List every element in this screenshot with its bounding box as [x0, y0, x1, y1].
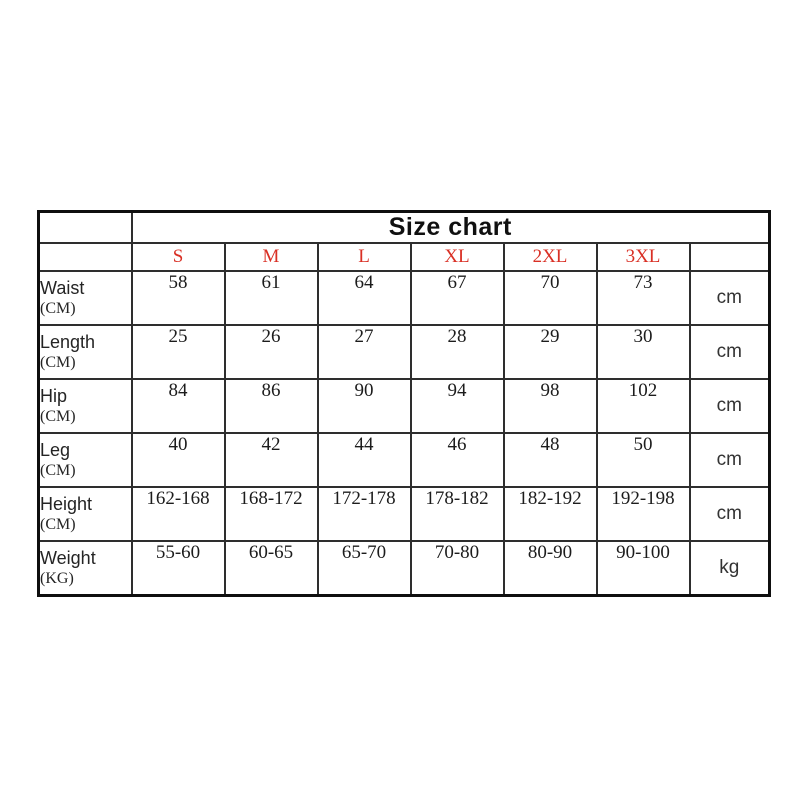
row-label: Length [40, 331, 96, 352]
row-label-cell [39, 271, 132, 325]
table-row-length [39, 325, 770, 379]
value-cell: 28 [411, 325, 504, 379]
value-cell: 55-60 [132, 541, 225, 595]
title-row [39, 212, 770, 244]
value-cell: 60-65 [225, 541, 318, 595]
size-chart-table [37, 210, 771, 597]
table-row-leg [39, 433, 770, 487]
row-label: Height [40, 493, 93, 514]
value-cell: 40 [132, 433, 225, 487]
unit-cell: kg [690, 541, 770, 595]
value-cell: 70-80 [411, 541, 504, 595]
value-cell: 192-198 [597, 487, 690, 541]
size-header-m: M [225, 243, 318, 271]
table-row-weight [39, 541, 770, 595]
row-label: Hip [40, 385, 68, 406]
value-cell: 98 [504, 379, 597, 433]
size-header-s: S [132, 243, 225, 271]
row-label-suffix: (CM) [40, 408, 76, 426]
value-cell: 46 [411, 433, 504, 487]
unit-cell: cm [690, 271, 770, 325]
value-cell: 48 [504, 433, 597, 487]
value-cell: 25 [132, 325, 225, 379]
size-header-xl: XL [411, 243, 504, 271]
value-cell: 172-178 [318, 487, 411, 541]
sizes-row-blank-left-cell [39, 243, 132, 271]
value-cell: 84 [132, 379, 225, 433]
value-cell: 64 [318, 271, 411, 325]
size-header-2xl: 2XL [504, 243, 597, 271]
value-cell: 65-70 [318, 541, 411, 595]
size-header-3xl: 3XL [597, 243, 690, 271]
table-row-waist [39, 271, 770, 325]
row-label: Weight [40, 547, 96, 568]
row-label-cell [39, 379, 132, 433]
sizes-row-blank-right-cell [690, 243, 770, 271]
row-label-suffix: (CM) [40, 354, 76, 372]
value-cell: 44 [318, 433, 411, 487]
value-cell: 94 [411, 379, 504, 433]
unit-cell: cm [690, 487, 770, 541]
value-cell: 30 [597, 325, 690, 379]
value-cell: 67 [411, 271, 504, 325]
value-cell: 80-90 [504, 541, 597, 595]
size-header-l: L [318, 243, 411, 271]
unit-cell: cm [690, 325, 770, 379]
row-label: Leg [40, 439, 71, 460]
value-cell: 168-172 [225, 487, 318, 541]
value-cell: 58 [132, 271, 225, 325]
value-cell: 182-192 [504, 487, 597, 541]
value-cell: 178-182 [411, 487, 504, 541]
row-label-cell [39, 487, 132, 541]
row-label-cell [39, 325, 132, 379]
table-row-height [39, 487, 770, 541]
value-cell: 102 [597, 379, 690, 433]
row-label: Waist [40, 277, 85, 298]
value-cell: 50 [597, 433, 690, 487]
row-label-suffix: (CM) [40, 516, 76, 534]
value-cell: 26 [225, 325, 318, 379]
value-cell: 29 [504, 325, 597, 379]
unit-cell: cm [690, 433, 770, 487]
value-cell: 90 [318, 379, 411, 433]
value-cell: 73 [597, 271, 690, 325]
row-label-cell [39, 541, 132, 595]
corner-cell [39, 212, 132, 244]
value-cell: 61 [225, 271, 318, 325]
row-label-suffix: (KG) [40, 570, 74, 587]
row-label-suffix: (CM) [40, 300, 76, 318]
value-cell: 86 [225, 379, 318, 433]
value-cell: 42 [225, 433, 318, 487]
row-label-suffix: (CM) [40, 462, 76, 480]
value-cell: 90-100 [597, 541, 690, 595]
value-cell: 27 [318, 325, 411, 379]
row-label-cell [39, 433, 132, 487]
value-cell: 162-168 [132, 487, 225, 541]
unit-cell: cm [690, 379, 770, 433]
value-cell: 70 [504, 271, 597, 325]
table-row-hip [39, 379, 770, 433]
sizes-header-row [39, 243, 770, 271]
table-title: Size chart [132, 212, 770, 244]
